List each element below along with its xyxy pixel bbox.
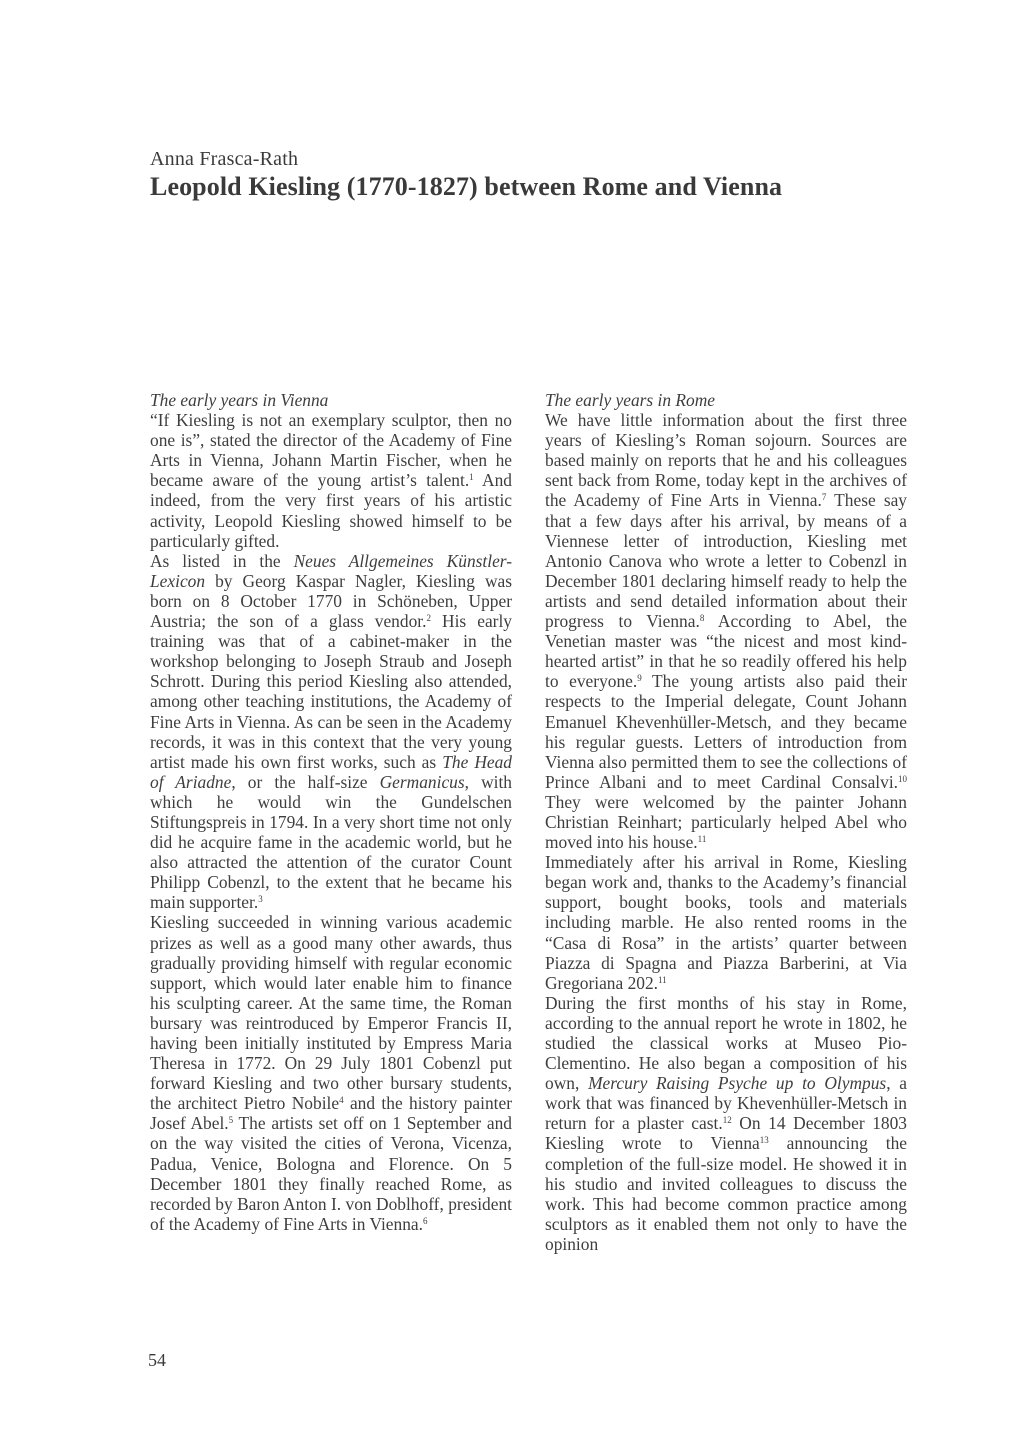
right-column-body [545,410,907,1254]
work-title: The Head of Ariadne [150,751,512,792]
footnote-ref[interactable]: 6 [422,1215,428,1226]
footnote-ref[interactable]: 13 [759,1135,769,1146]
work-title: Mercury Raising Psyche up to Olympus [588,1073,887,1094]
footnote-ref[interactable]: 7 [821,492,827,503]
footnote-ref[interactable]: 5 [228,1115,234,1126]
footnote-ref[interactable]: 4 [339,1095,344,1106]
paragraph: Kiesling succeeded in winning various academic prizes as well as a good many other awards, thus gradually providing himself with regular economic support, which would later enable him to finance his sculpting career. At the same time, the Roman bursary was reintroduced by Emperor Francis II, having been initially instituted by Empress Maria Theresa in 1772. On 29 July 1801 Cobenzl put forward Kiesling and two other bursary students, the architect Pietro Nobile$^4$ and the history painter Josef Abel.$^5$ The artists set off on 1 September and on the way visited the cities of Verona, Vicenza, Padua, Venice, Bologna and Florence. On 5 December 1801 they finally reached Rome, as recorded by Baron Anton I. von Doblhoff, president of the Academy of Fine Arts in Vienna.$^6$ [150,912,513,1234]
work-title: Germanicus [379,771,465,792]
paragraph: We have little information about the first three years of Kiesling’s Roman sojourn. Sources are based mainly on reports that he and his colleagues sent back from Rome, today kept in the archives of the Academy of Fine Arts in Vienna.$^7$ These say that a few days after his arrival, by means of a Viennese letter of introduction, Kiesling met Antonio Canova who wrote a letter to Cobenzl in December 1801 declaring himself ready to help the artists and send detailed information about their progress to Vienna.$^8$ According to Abel, the Venetian master was “the nicest and most kind-hearted artist” in that he so readily offered his help to everyone.$^9$ The young artists also paid their respects to the Imperial delegate, Count Johann Emanuel Khevenhüller-Metsch, and they became his regular guests. Letters of introduction from Vienna also permitted them to see the collections of Prince Albani and to meet Cardinal Consalvi.$^{10}$ They were welcomed by the painter Johann Christian Reinhart; particularly helped Abel who moved into his house.$^{11}$ [545,410,908,853]
footnote-ref[interactable]: 8 [699,613,705,624]
article-title: Leopold Kiesling (1770-1827) between Rome and Vienna [150,172,783,201]
paragraph: As listed in the Neues Allgemeines Künstler-Lexicon by Georg Kaspar Nagler, Kiesling was born on 8 October 1770 in Schöneben, Upper Austria; the son of a glass vendor.$^2$ His early training was that of a cabinet-maker in the workshop belonging to Joseph Straub and Joseph Schrott. During this period Kiesling also attended, among other teaching institutions, the Academy of Fine Arts in Vienna. As can be seen in the Academy records, it was in this context that the very young artist made his own first works, such as The Head of Ariadne, or the half-size Germanicus, with which he would win the Gundelschen Stiftungspreis in 1794. In a very short time not only did he acquire fame in the academic world, but he also attracted the attention of the curator Count Philipp Cobenzl, to the extent that he became his main supporter.$^3$ [150,550,512,913]
right-column [545,390,907,1254]
footnote-ref[interactable]: 11 [658,974,667,985]
section-heading-vienna: The early years in Vienna [150,390,329,410]
footnote-ref[interactable]: 11 [697,834,707,845]
author-name: Anna Frasca-Rath [150,148,299,170]
footnote-ref[interactable]: 1 [469,472,474,483]
footnote-ref[interactable]: 9 [637,673,642,684]
footnote-ref[interactable]: 10 [898,773,907,784]
work-title: Neues Allgemeines Künstler-Lexicon [150,550,512,591]
paragraph: During the first months of his stay in Rome, according to the annual report he wrote in 1802, he studied the classical works at Museo Pio-Clementino. He also began a composition of his own, Mercury Raising Psyche up to Olympus, a work that was financed by Khevenhüller-Metsch in return for a plaster cast.$^{12}$ On 14 December 1803 Kiesling wrote to Vienna$^{13}$ announcing the completion of the full-size model. He showed it in his studio and invited colleagues to discuss the work. This had become common practice among sculptors as it enabled them not only to have the opinion [545,992,908,1254]
left-column [150,390,512,1234]
section-heading-rome: The early years in Rome [545,390,716,410]
left-column-body [150,410,512,1234]
footnote-ref[interactable]: 12 [722,1115,732,1126]
footnote-ref[interactable]: 2 [426,613,431,624]
page-number: 54 [148,1350,166,1370]
paragraph: Immediately after his arrival in Rome, Kiesling began work and, thanks to the Academy’s financial support, bought books, tools and materials including marble. He also rented rooms in the “Casa di Rosa” in the artists’ quarter between Piazza di Spagna and Piazza Barberini, at Via Gregoriana 202.11 [545,852,907,993]
footnote-ref[interactable]: 3 [258,894,263,905]
paragraph: “If Kiesling is not an exemplary sculptor, then no one is”, stated the director of the Academy of Fine Arts in Vienna, Johann Martin Fischer, when he became aware of the young artist’s talent.$^1$ And indeed, from the very first years of his artistic activity, Leopold Kiesling showed himself to be particularly gifted. [150,410,512,551]
